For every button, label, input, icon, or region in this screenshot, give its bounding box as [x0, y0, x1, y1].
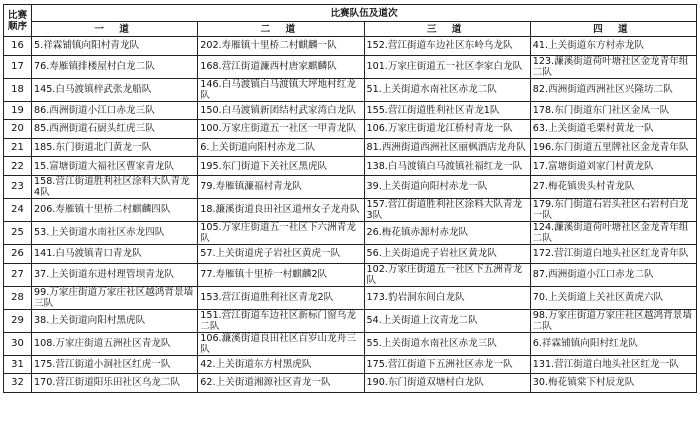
schedule-body: [4, 37, 697, 393]
lane-1-team: 15.富塘街道大福社区曹家青龙队: [32, 157, 198, 176]
lane-4-team: 179.东门街道石岩头社区石岩村白龙一队: [530, 198, 696, 221]
lane-4-team: 87.西洲街道小江口赤龙二队: [530, 263, 696, 286]
race-schedule-table: [3, 4, 697, 393]
lane-4-team: 178.东门街道东门社区金凤一队: [530, 101, 696, 120]
table-row: [4, 332, 697, 355]
lane-3-team: 51.上关街道水南社区赤龙二队: [364, 78, 530, 101]
lane-1-team: 175.营江街道小洞社区红虎一队: [32, 355, 198, 374]
lane-1-team: 86.西洲街道小江口赤龙三队: [32, 101, 198, 120]
race-number: 24: [4, 198, 32, 221]
lane-4-team: 63.上关街道毛栗村黄龙一队: [530, 120, 696, 139]
table-row: [4, 175, 697, 198]
lane-1-team: 108.万家庄街道五洲社区青龙队: [32, 332, 198, 355]
table-row: [4, 374, 697, 393]
teams-and-lanes-header: 比赛队伍及道次: [32, 5, 697, 22]
lane-3-team: 54.上关街道上汶青龙二队: [364, 309, 530, 332]
lane-4-team: 27.梅花镇贵头村青龙队: [530, 175, 696, 198]
table-row: [4, 198, 697, 221]
lane-3-team: 26.梅花镇赤源村赤龙队: [364, 221, 530, 244]
lane-3-team: 39.上关街道向阳村赤龙一队: [364, 175, 530, 198]
race-number: 26: [4, 244, 32, 263]
lane-3-team: 56.上关街道虎子岩社区黄龙队: [364, 244, 530, 263]
lane-3-team: 102.万家庄街道五一社区下五洲青龙队: [364, 263, 530, 286]
race-number: 21: [4, 138, 32, 157]
table-row: [4, 120, 697, 139]
race-number: 27: [4, 263, 32, 286]
lane-1-team: 76.寿雁镇排楼屋村白龙二队: [32, 55, 198, 78]
lane-2-team: 202.寿雁镇十里桥二村麒麟一队: [198, 37, 364, 56]
lane-1-header: 一 道: [32, 22, 198, 37]
lane-4-team: 196.东门街道五里牌社区金龙青年队: [530, 138, 696, 157]
lane-2-team: 146.白马渡镇白马渡镇大坪地村红龙队: [198, 78, 364, 101]
header-row-top: [4, 5, 697, 22]
lane-2-team: 18.濂溪街道良田社区道州女子龙舟队: [198, 198, 364, 221]
lane-1-team: 38.上关街道向阳村黑虎队: [32, 309, 198, 332]
header-row-lanes: [4, 22, 697, 37]
lane-2-team: 168.营江街道濂西村唐家麒麟队: [198, 55, 364, 78]
lane-4-team: 172.营江街道白地头社区红龙青年队: [530, 244, 696, 263]
lane-3-header: 三 道: [364, 22, 530, 37]
table-row: [4, 355, 697, 374]
lane-4-team: 70.上关街道上关社区黄虎六队: [530, 286, 696, 309]
table-row: [4, 309, 697, 332]
race-number: 30: [4, 332, 32, 355]
table-row: [4, 101, 697, 120]
lane-3-team: 152.营江街道车边社区东岭乌龙队: [364, 37, 530, 56]
lane-1-team: 185.东门街道北门黄龙一队: [32, 138, 198, 157]
lane-1-team: 158.营江街道胜利社区涂料大队青龙4队: [32, 175, 198, 198]
race-number: 18: [4, 78, 32, 101]
lane-4-header: 四 道: [530, 22, 696, 37]
table-row: [4, 138, 697, 157]
table-row: [4, 157, 697, 176]
race-number: 20: [4, 120, 32, 139]
lane-3-team: 175.营江街道下五洲社区赤龙一队: [364, 355, 530, 374]
lane-3-team: 190.东门街道双塘村白龙队: [364, 374, 530, 393]
lane-4-team: 123.濂溪街道荷叶塘社区金龙青年组二队: [530, 55, 696, 78]
race-number: 19: [4, 101, 32, 120]
table-row: [4, 55, 697, 78]
lane-1-team: 145.白马渡镇梓武张龙船队: [32, 78, 198, 101]
lane-4-team: 124.濂溪街道荷叶塘社区金龙青年组二队: [530, 221, 696, 244]
race-number: 31: [4, 355, 32, 374]
lane-4-team: 6.祥霖铺镇向阳村红龙队: [530, 332, 696, 355]
lane-2-team: 105.万家庄街道五一社区下六洲青龙队: [198, 221, 364, 244]
lane-3-team: 101.万家庄街道五一社区李家白龙队: [364, 55, 530, 78]
lane-4-team: 131.营江街道白地头社区红龙一队: [530, 355, 696, 374]
lane-2-header: 二 道: [198, 22, 364, 37]
table-row: [4, 244, 697, 263]
lane-2-team: 42.上关街道东方村黑虎队: [198, 355, 364, 374]
lane-4-team: 98.万家庄街道万家庄社区越鸿背景墙二队: [530, 309, 696, 332]
lane-2-team: 79.寿雁镇濂福村青龙队: [198, 175, 364, 198]
lane-4-team: 41.上关街道东方村赤龙队: [530, 37, 696, 56]
race-number: 17: [4, 55, 32, 78]
race-order-header: 比赛顺序: [4, 5, 32, 37]
lane-1-team: 170.营江街道阳乐田社区乌龙二队: [32, 374, 198, 393]
lane-2-team: 151.营江街道车边社区新标门窗乌龙二队: [198, 309, 364, 332]
lane-1-team: 141.白马渡镇青口青龙队: [32, 244, 198, 263]
table-row: [4, 263, 697, 286]
race-number: 22: [4, 157, 32, 176]
lane-2-team: 6.上关街道向阳村赤龙二队: [198, 138, 364, 157]
lane-3-team: 81.西洲街道西洲社区丽枫酒店龙舟队: [364, 138, 530, 157]
table-row: [4, 78, 697, 101]
race-number: 23: [4, 175, 32, 198]
table-row: [4, 221, 697, 244]
table-row: [4, 286, 697, 309]
lane-2-team: 77.寿雁镇十里桥一村麒麟2队: [198, 263, 364, 286]
lane-1-team: 206.寿雁镇十里桥二村麒麟四队: [32, 198, 198, 221]
lane-2-team: 57.上关街道虎子岩社区黄虎一队: [198, 244, 364, 263]
lane-2-team: 100.万家庄街道五一社区一甲青龙队: [198, 120, 364, 139]
race-number: 29: [4, 309, 32, 332]
lane-2-team: 106.濂溪街道良田社区百岁山龙舟三队: [198, 332, 364, 355]
lane-4-team: 17.富塘街道刘家门村黄龙队: [530, 157, 696, 176]
lane-2-team: 150.白马渡镇新团结村武家湾白龙队: [198, 101, 364, 120]
race-number: 28: [4, 286, 32, 309]
lane-2-team: 153.营江街道胜利社区青龙2队: [198, 286, 364, 309]
lane-1-team: 85.西洲街道石厨头红虎三队: [32, 120, 198, 139]
lane-4-team: 30.梅花镇棠下村辰龙队: [530, 374, 696, 393]
race-number: 25: [4, 221, 32, 244]
lane-1-team: 37.上关街道东进村理管坝青龙队: [32, 263, 198, 286]
lane-2-team: 195.东门街道下关社区黑虎队: [198, 157, 364, 176]
lane-3-team: 55.上关街道水南社区赤龙三队: [364, 332, 530, 355]
lane-3-team: 157.营江街道胜利社区涂料大队青龙3队: [364, 198, 530, 221]
lane-4-team: 82.西洲街道西洲社区兴隆坊二队: [530, 78, 696, 101]
lane-1-team: 53.上关街道水南社区赤龙四队: [32, 221, 198, 244]
lane-3-team: 173.豹岩洞东间白龙队: [364, 286, 530, 309]
race-number: 16: [4, 37, 32, 56]
lane-1-team: 99.万家庄街道万家庄社区越鸿背景墙三队: [32, 286, 198, 309]
lane-3-team: 138.白马渡镇白马渡镇社福红龙一队: [364, 157, 530, 176]
table-row: [4, 37, 697, 56]
lane-2-team: 62.上关街道湘源社区青龙一队: [198, 374, 364, 393]
lane-1-team: 5.祥霖铺镇向阳村青龙队: [32, 37, 198, 56]
lane-3-team: 106.万家庄街道龙江桥村青龙一队: [364, 120, 530, 139]
race-number: 32: [4, 374, 32, 393]
lane-3-team: 155.营江街道胜利社区青龙1队: [364, 101, 530, 120]
